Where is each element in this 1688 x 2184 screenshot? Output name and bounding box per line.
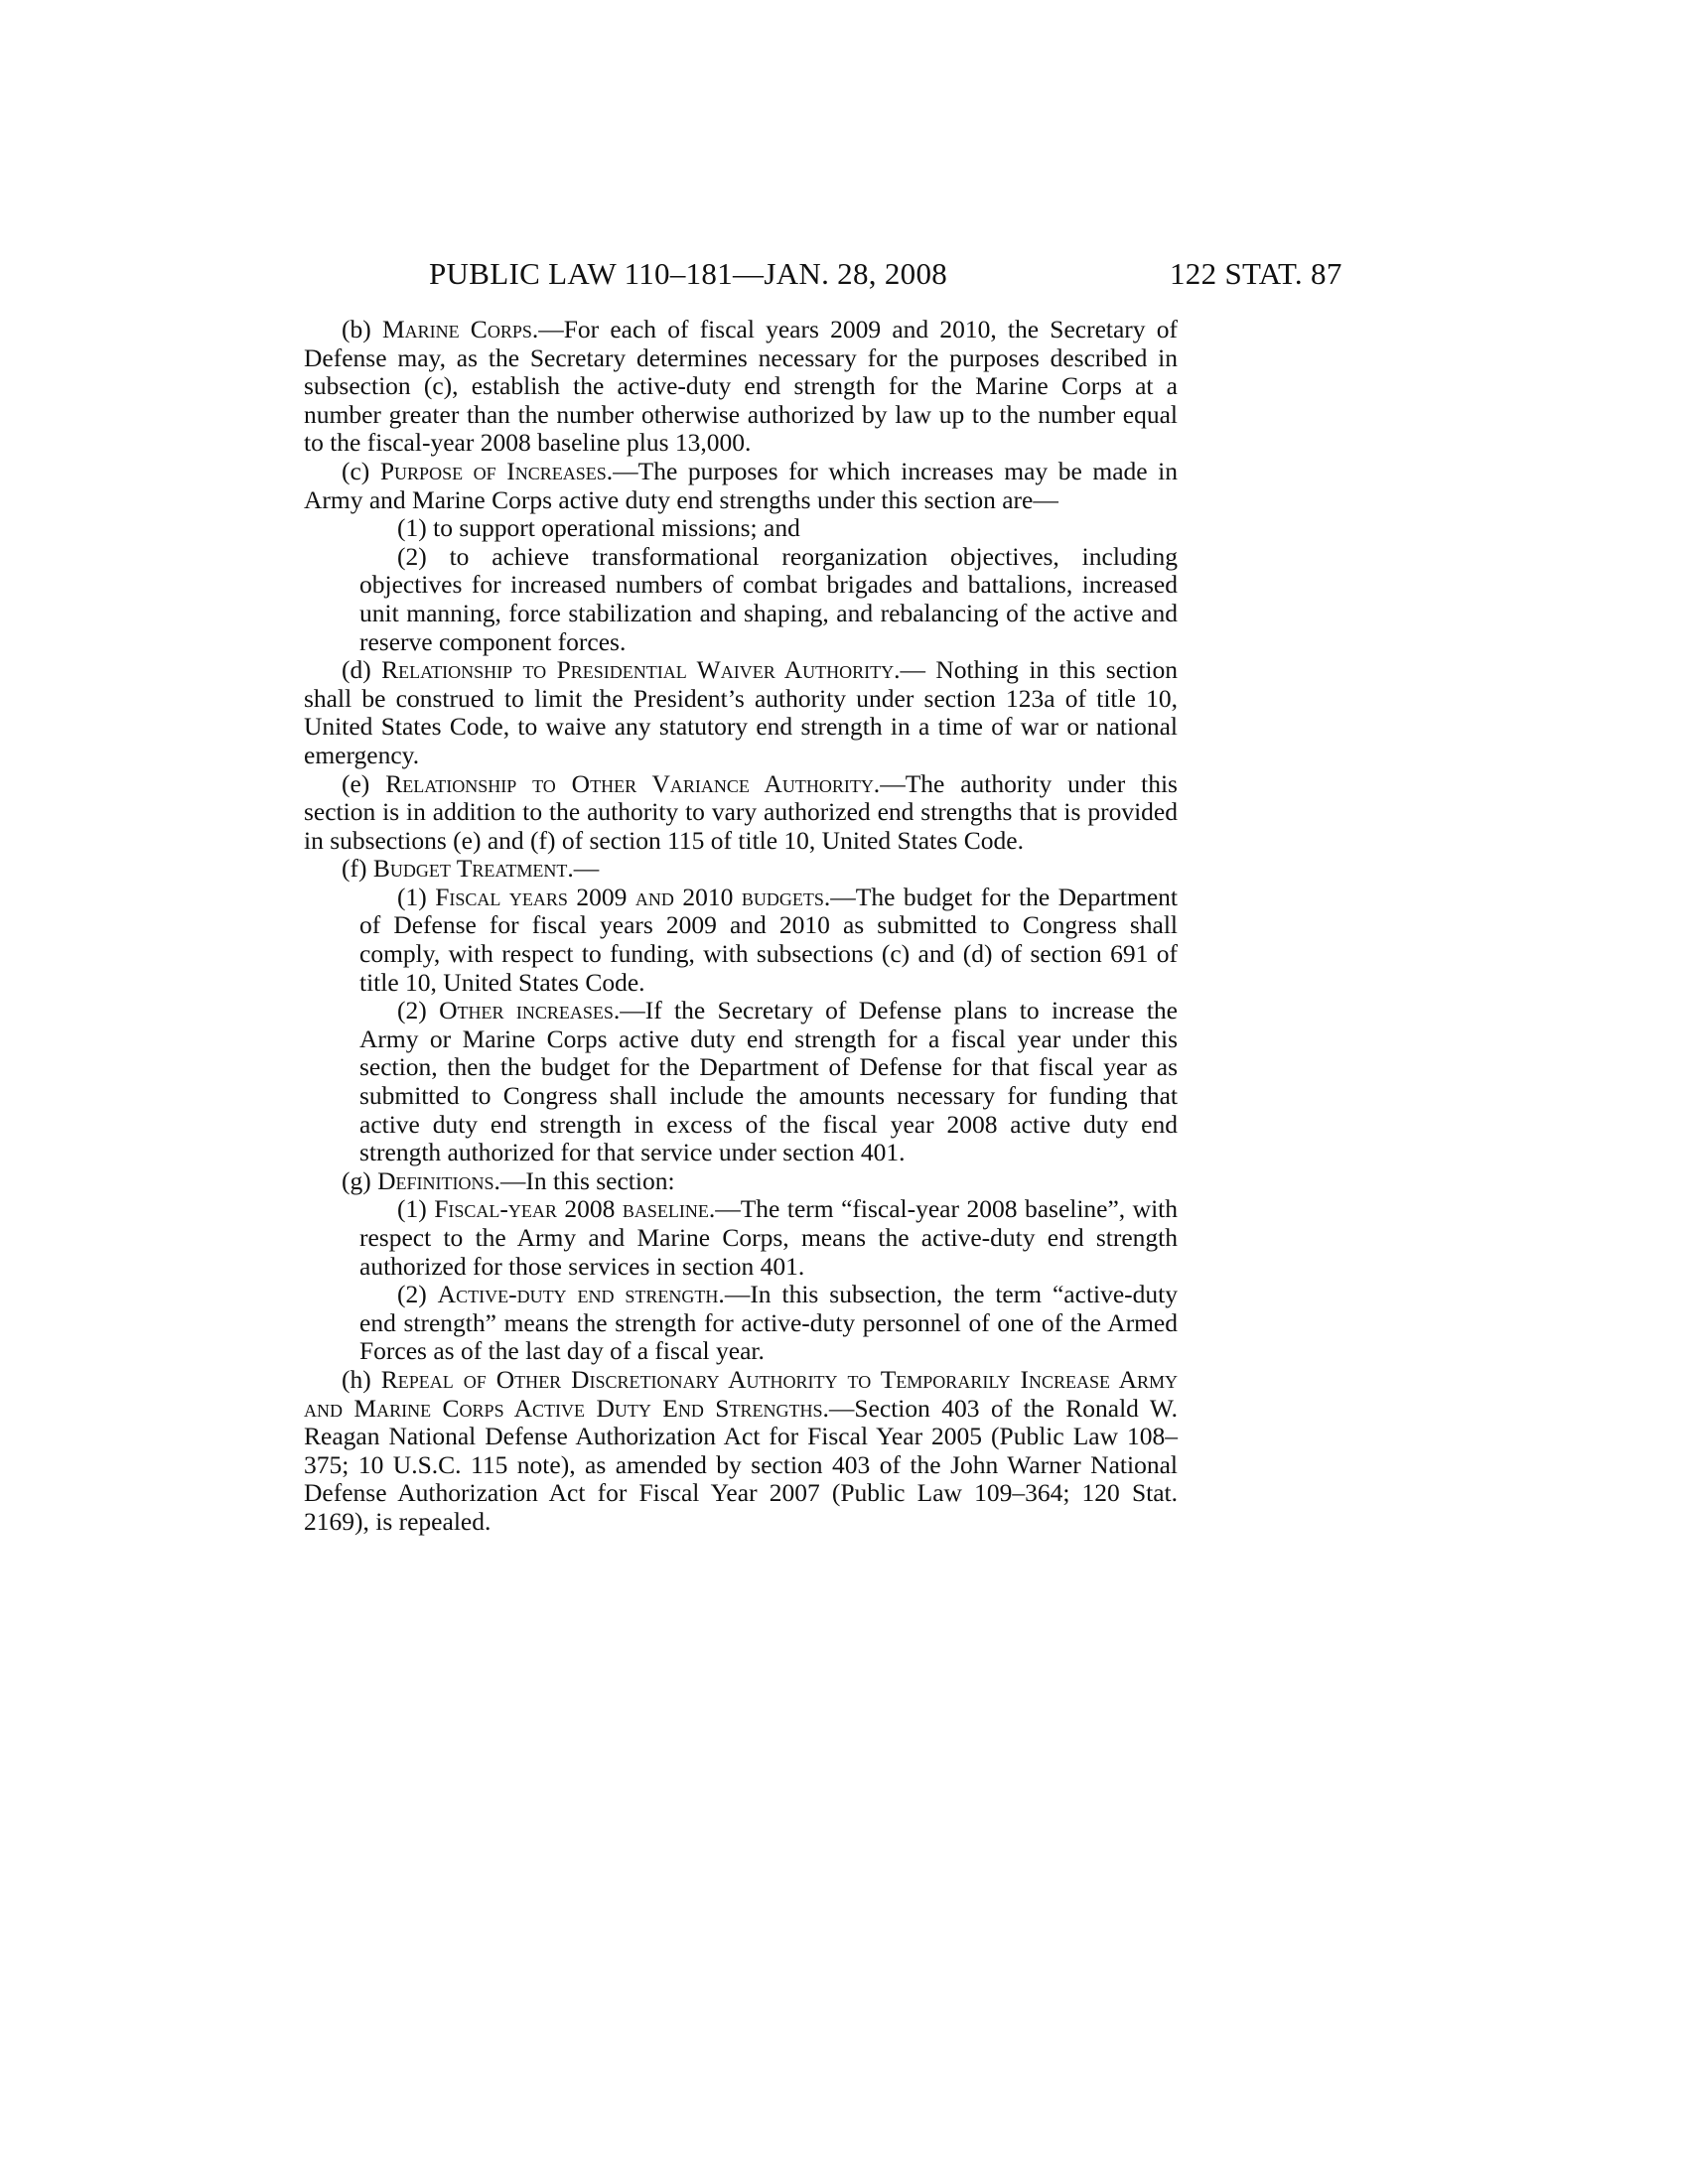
subsection-b	[304, 316, 1178, 458]
paragraph-c-2: (2) to achieve transformational reorganization objectives, including objectives for increased numbers of combat brigades and battalions, increased unit manning, force stabilization and shaping, and rebalancing of the active and reserve component forces.	[359, 541, 1178, 656]
subsection-text: — Nothing in this section shall be construed to limit the President’s authority under section 123a of title 10, United States Code, to waive any statutory end strength in a time of war or national emergency.	[304, 655, 1178, 769]
subsection-text: —For each of fiscal years 2009 and 2010, the Secretary of Defense may, as the Secretary determines necessary for the purposes described in subsection (c), establish the active-duty end strength for the Marine Corps at a number greater than the number otherwise authorized by law up to the number equal to the fiscal-year 2008 baseline plus 13,000.	[304, 315, 1178, 458]
subsection-heading: Budget Treatment.	[372, 854, 574, 884]
subsection-heading: Relationship to Presidential Waiver Authority.	[381, 655, 901, 685]
subsection-heading: Repeal of Other Discretionary Authority to Temporarily Increase Army and Marine Corps Active Duty End Strengths.	[304, 1364, 1179, 1423]
subsection-f	[304, 855, 1178, 884]
paragraph-label: (1)	[397, 882, 436, 911]
paragraph-text: —The term “fiscal-year 2008 baseline”, with respect to the Army and Marine Corps, means the active-duty end strength authorized for those services in section 401.	[359, 1194, 1179, 1281]
subsection-c	[304, 458, 1178, 514]
subsection-d	[304, 656, 1178, 769]
paragraph-label: (2)	[397, 996, 440, 1025]
subsection-label: (b)	[342, 315, 382, 343]
paragraph-c-1: (1) to support operational missions; and	[397, 513, 800, 543]
paragraph-heading: Fiscal-year 2008 baseline.	[434, 1194, 716, 1224]
subsection-label: (c)	[342, 456, 380, 485]
subsection-text: —The authority under this section is in addition to the authority to vary authorized end strengths that is provided in subsections (e) and (f) of section 115 of title 10, United States Code.	[304, 768, 1178, 855]
subsection-text: —	[573, 854, 600, 884]
paragraph-text: —The budget for the Department of Defense for fiscal years 2009 and 2010 as submitted to Congress shall comply, with respect to funding, with subsections (c) and (d) of section 691 of title 10, United States Code.	[359, 882, 1178, 997]
subsection-text: —The purposes for which increases may be made in Army and Marine Corps active duty end strengths under this section are—	[304, 456, 1178, 514]
subsection-text: —In this section:	[499, 1165, 675, 1195]
running-header	[0, 256, 1688, 306]
subsection-heading: Purpose of Increases.	[379, 456, 614, 485]
paragraph-f-1	[304, 884, 1178, 997]
subsection-h	[304, 1366, 1178, 1537]
subsection-label: (d)	[342, 655, 382, 685]
subsection-heading: Definitions.	[377, 1165, 500, 1195]
paragraph-text: —If the Secretary of Defense plans to increase the Army or Marine Corps active duty end strength for a fiscal year under this section, then the budget for the Department of Defense for that fiscal year as submitted to Congress shall include the amounts necessary for funding that active duty end strength in excess of the fiscal year 2008 active duty end strength authorized for that service under section 401.	[359, 996, 1178, 1167]
subsection-e	[304, 770, 1178, 856]
paragraph-label: (1)	[397, 1194, 435, 1224]
header-title: PUBLIC LAW 110–181—JAN. 28, 2008	[429, 256, 948, 291]
subsection-label: (e)	[342, 768, 386, 798]
paragraph-heading: Active-duty end strength.	[437, 1280, 725, 1309]
paragraph-text: —In this subsection, the term “active-duty end strength” means the strength for active-duty personnel of one of the Armed Forces as of the last day of a fiscal year.	[359, 1280, 1179, 1366]
paragraph-g-2	[304, 1281, 1178, 1366]
subsection-label: (f)	[342, 854, 373, 884]
paragraph-heading: Fiscal years 2009 and 2010 budgets.	[435, 882, 831, 911]
subsection-label: (h)	[342, 1364, 381, 1394]
statute-page-number: 122 STAT. 87	[1170, 256, 1342, 291]
subsection-label: (g)	[342, 1165, 378, 1195]
subsection-heading: Marine Corps.	[381, 315, 539, 343]
paragraph-label: (2)	[397, 1280, 438, 1309]
subsection-g	[304, 1167, 1178, 1196]
subsection-heading: Relationship to Other Variance Authority.	[385, 768, 881, 798]
paragraph-heading: Other increases.	[439, 996, 621, 1025]
paragraph-f-2	[304, 997, 1178, 1167]
paragraph-g-1	[304, 1195, 1178, 1281]
subsection-text: —Section 403 of the Ronald W. Reagan National Defense Authorization Act for Fiscal Year 2005 (Public Law 108– 375; 10 U.S.C. 115 note), as amended by section 403 of the John Warner National Defense Authorization Act for Fiscal Year 2007 (Public Law 109–364; 120 Stat. 2169), is repealed.	[304, 1393, 1178, 1536]
document-body	[304, 316, 1178, 1537]
